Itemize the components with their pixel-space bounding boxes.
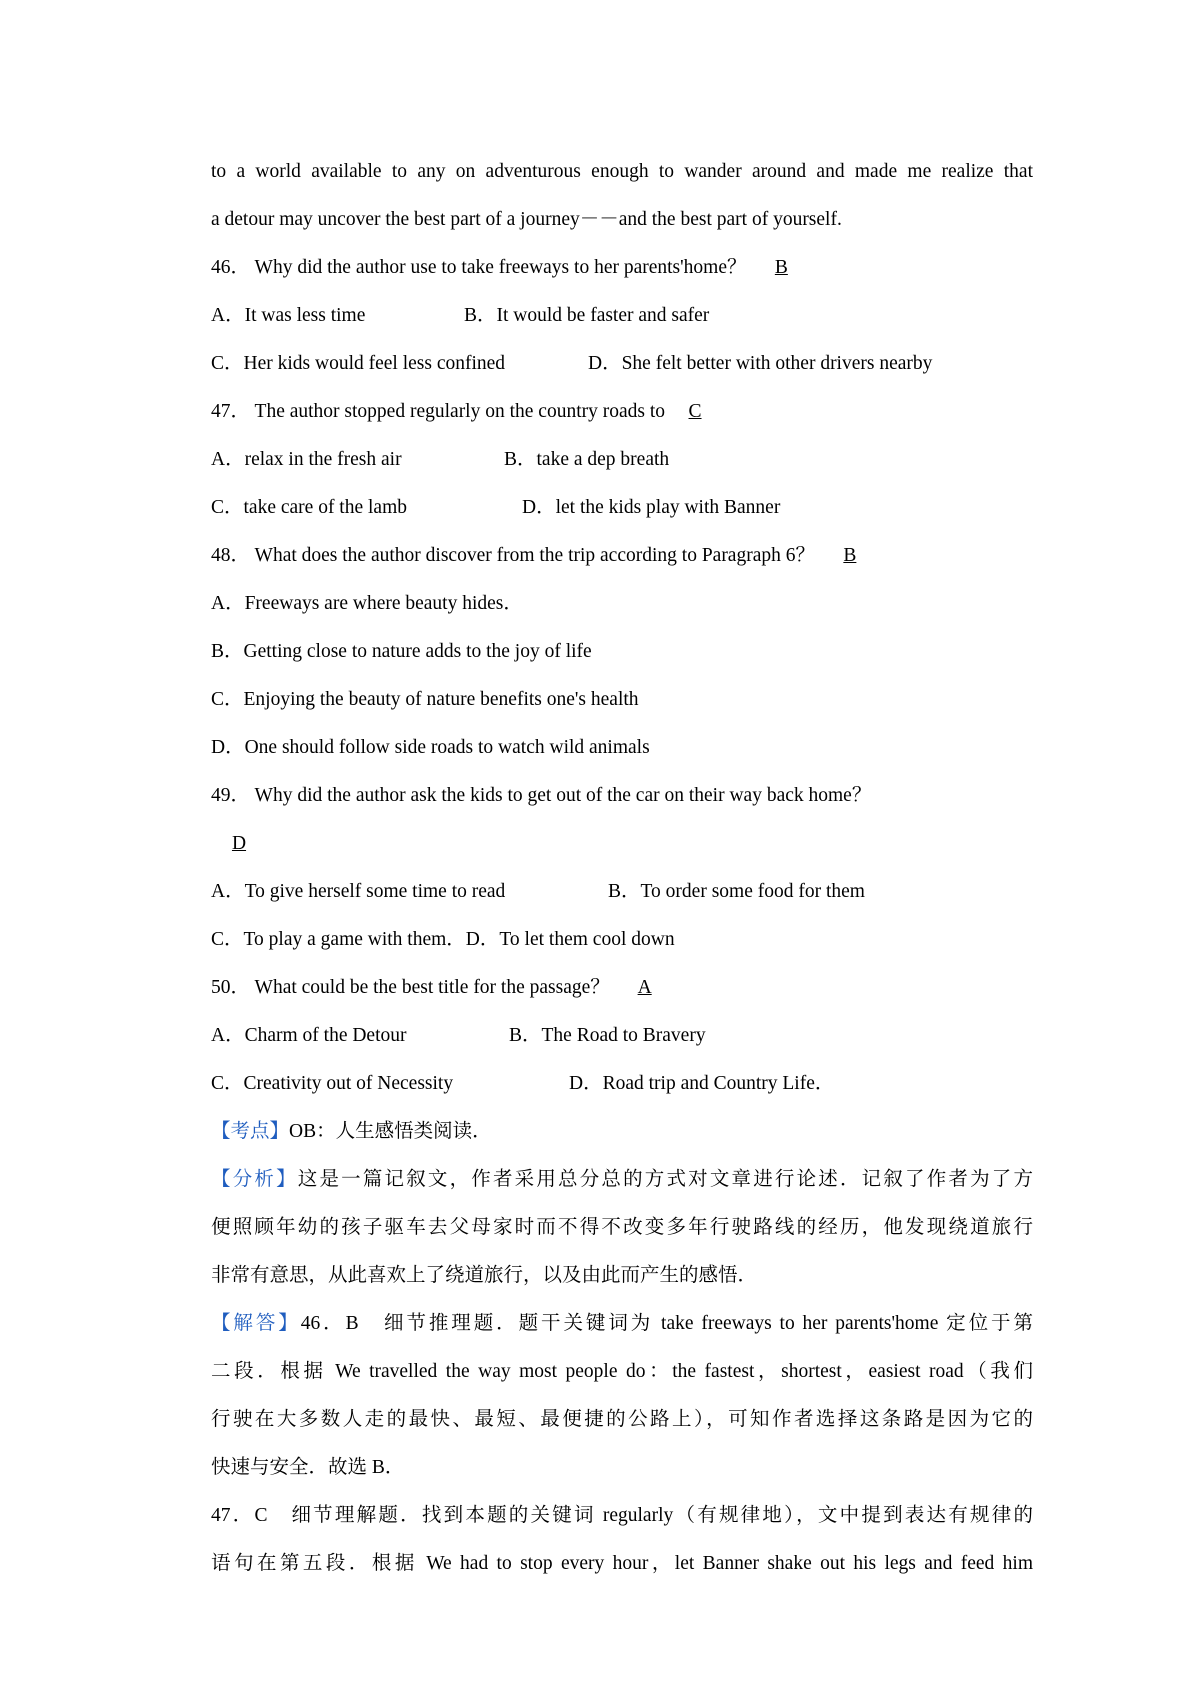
kaodian-section xyxy=(211,1108,1033,1156)
option-b: B．It would be faster and safer xyxy=(464,305,710,326)
question-50 xyxy=(211,964,1033,1012)
answer-blank: C xyxy=(688,401,702,422)
option-c: C．Her kids would feel less confined xyxy=(211,353,506,374)
fenxi-section xyxy=(211,1156,1033,1204)
jieda-line: 行驶在大多数人走的最快、最短、最便捷的公路上），可知作者选择这条路是因为它的 xyxy=(211,1409,1033,1430)
option-d: D．To let them cool down xyxy=(465,929,675,950)
question-stem: What does the author discover from the trip according to Paragraph 6？ xyxy=(254,545,815,566)
answer-blank: B xyxy=(774,257,788,278)
jieda-line: 二段．根据 We travelled the way most people do：the fastest，shortest，easiest road（我们 xyxy=(211,1361,1033,1382)
passage-line: a detour may uncover the best part of a journey－－and the best part of yourself. xyxy=(211,209,842,230)
question-stem: What could be the best title for the passage？ xyxy=(254,977,610,998)
jieda-line: 47．C 细节理解题．找到本题的关键词 regularly（有规律地），文中提到表达有规律的 xyxy=(211,1505,1033,1526)
jieda-section xyxy=(211,1300,1033,1348)
option-b: B．Getting close to nature adds to the joy of life xyxy=(211,641,592,662)
question-stem: Why did the author ask the kids to get out of the car on their way back home？ xyxy=(254,785,872,806)
document-content xyxy=(211,148,1033,1588)
question-stem: Why did the author use to take freeways to her parents'home？ xyxy=(254,257,747,278)
answer-blank: D xyxy=(231,833,247,854)
question-49 xyxy=(211,772,1033,820)
answer-blank: B xyxy=(843,545,857,566)
option-row xyxy=(211,868,1033,916)
jieda-line: 语句在第五段．根据 We had to stop every hour，let Banner shake out his legs and feed him xyxy=(211,1553,1033,1574)
option-c: C．To play a game with them． xyxy=(211,929,466,950)
option-a: A．Freeways are where beauty hides． xyxy=(211,593,523,614)
option-d: D．let the kids play with Banner xyxy=(522,497,781,518)
option-a: A．To give herself some time to read xyxy=(211,881,506,902)
answer-line xyxy=(211,820,1033,868)
option-c: C．Creativity out of Necessity xyxy=(211,1073,454,1094)
question-number: 46． xyxy=(211,257,251,278)
option-row xyxy=(211,436,1033,484)
question-48 xyxy=(211,532,1033,580)
option-a: A．relax in the fresh air xyxy=(211,449,402,470)
option-c: C．Enjoying the beauty of nature benefits one's health xyxy=(211,689,639,710)
question-number: 48． xyxy=(211,545,251,566)
option-a: A．It was less time xyxy=(211,305,366,326)
fenxi-tag: 【分析】 xyxy=(211,1169,298,1190)
option-row xyxy=(211,916,1033,964)
option-row xyxy=(211,340,1033,388)
option-d: D．One should follow side roads to watch wild animals xyxy=(211,737,650,758)
option-b: B．take a dep breath xyxy=(504,449,670,470)
kaodian-tag: 【考点】 xyxy=(211,1121,290,1142)
fenxi-line: 非常有意思，从此喜欢上了绕道旅行，以及由此而产生的感悟． xyxy=(211,1265,758,1286)
question-stem: The author stopped regularly on the country roads to xyxy=(254,401,666,422)
option-row xyxy=(211,292,1033,340)
fenxi-text: 这是一篇记叙文，作者采用总分总的方式对文章进行论述．记叙了作者为了方 xyxy=(297,1169,1033,1190)
option-a: A．Charm of the Detour xyxy=(211,1025,407,1046)
option-d: D．Road trip and Country Life． xyxy=(569,1073,835,1094)
jieda-tag: 【解答】 xyxy=(211,1313,301,1334)
passage-line: to a world available to any on adventurous enough to wander around and made me realize that xyxy=(211,161,1033,182)
option-row xyxy=(211,484,1033,532)
question-46 xyxy=(211,244,1033,292)
jieda-line: 快速与安全．故选 B． xyxy=(211,1457,405,1478)
option-b: B．To order some food for them xyxy=(608,881,865,902)
option-c: C．take care of the lamb xyxy=(211,497,407,518)
answer-blank: A xyxy=(637,977,652,998)
question-number: 50． xyxy=(211,977,251,998)
option-row xyxy=(211,1060,1033,1108)
question-number: 47． xyxy=(211,401,251,422)
fenxi-line: 便照顾年幼的孩子驱车去父母家时而不得不改变多年行驶路线的经历，他发现绕道旅行 xyxy=(211,1217,1033,1238)
question-number: 49． xyxy=(211,785,251,806)
option-d: D．She felt better with other drivers nearby xyxy=(588,353,933,374)
jieda-text: 46．B 细节推理题．题干关键词为 take freeways to her parents'home 定位于第 xyxy=(300,1313,1033,1334)
option-b: B．The Road to Bravery xyxy=(509,1025,706,1046)
kaodian-text: OB：人生感悟类阅读． xyxy=(289,1121,492,1142)
option-row xyxy=(211,1012,1033,1060)
question-47 xyxy=(211,388,1033,436)
